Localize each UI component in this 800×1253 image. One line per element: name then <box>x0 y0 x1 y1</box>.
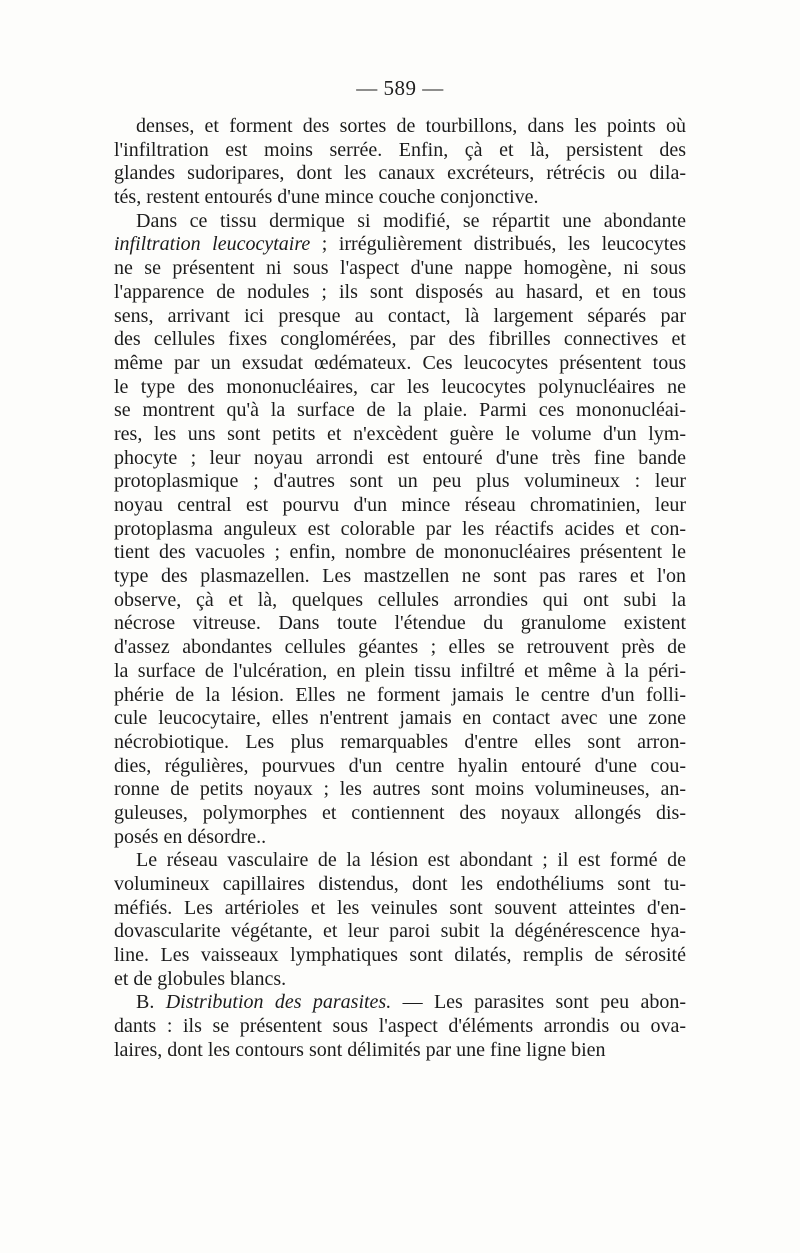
text-line <box>114 257 686 281</box>
text-line <box>114 944 686 968</box>
text-segment: d'assez abondantes cellules géantes ; elles se retrouvent près de <box>114 636 686 659</box>
text-segment: glandes sudoripares, dont les canaux excréteurs, rétrécis ou dila- <box>114 162 686 185</box>
text-line <box>114 470 686 494</box>
paragraph <box>114 849 686 991</box>
text-line <box>114 162 686 186</box>
text-line <box>114 139 686 163</box>
text-segment: ne se présentent ni sous l'aspect d'une nappe homogène, ni sous <box>114 257 686 280</box>
text-line <box>114 115 686 139</box>
paragraph <box>114 210 686 850</box>
text-line <box>114 328 686 352</box>
text-line <box>114 873 686 897</box>
text-line <box>114 849 686 873</box>
text-line <box>114 541 686 565</box>
text-line <box>114 376 686 400</box>
text-line <box>114 707 686 731</box>
text-line <box>114 968 686 992</box>
text-line <box>114 684 686 708</box>
text-segment: posés en désordre.. <box>114 825 267 848</box>
page-number: — 589 — <box>356 76 444 100</box>
text-segment: guleuses, polymorphes et contiennent des noyaux allongés dis- <box>114 801 686 824</box>
italic-text: infiltration leucocytaire <box>114 233 311 256</box>
text-line <box>114 518 686 542</box>
text-segment: l'apparence de nodules ; ils sont disposés au hasard, et en tous <box>114 280 686 303</box>
text-segment: ronne de petits noyaux ; les autres sont moins volumineuses, an- <box>114 778 686 801</box>
text-segment: noyau central est pourvu d'un mince réseau chromatinien, leur <box>114 494 686 516</box>
text-segment: nécrobiotique. Les plus remarquables d'entre elles sont arron- <box>114 730 686 753</box>
text-segment: phérie de la lésion. Elles ne forment jamais le centre d'un folli- <box>114 683 686 706</box>
paragraph <box>114 115 686 210</box>
text-line <box>114 755 686 779</box>
text-segment: observe, çà et là, quelques cellules arrondies qui ont subi la <box>114 588 686 611</box>
text-segment: se montrent qu'à la surface de la plaie. Parmi ces mononucléai- <box>114 399 686 422</box>
text-line <box>114 1015 686 1039</box>
text-segment: volumineux capillaires distendus, dont les endothéliums sont tu- <box>114 873 686 895</box>
text-segment: type des plasmazellen. Les mastzellen ne sont pas rares et l'on <box>114 565 686 588</box>
text-segment: méfiés. Les artérioles et les veinules sont souvent atteintes d'en- <box>114 896 686 919</box>
text-segment: line. Les vaisseaux lymphatiques sont dilatés, remplis de sérosité <box>114 944 686 967</box>
text-line <box>114 423 686 447</box>
text-segment: denses, et forment des sortes de tourbillons, dans les points où <box>136 115 686 137</box>
text-segment: et de globules blancs. <box>114 967 287 990</box>
text-line <box>114 802 686 826</box>
text-line <box>114 1039 686 1063</box>
text-segment: tient des vacuoles ; enfin, nombre de mononucléaires présentent le <box>114 541 686 564</box>
text-line <box>114 589 686 613</box>
text-line <box>114 186 686 210</box>
text-line <box>114 920 686 944</box>
text-segment: protoplasma anguleux est colorable par les réactifs acides et con- <box>114 517 686 540</box>
text-line <box>114 210 686 234</box>
text-line <box>114 991 686 1015</box>
text-line <box>114 826 686 850</box>
text-line <box>114 731 686 755</box>
paragraph <box>114 991 686 1062</box>
text-line <box>114 660 686 684</box>
text-segment: Le réseau vasculaire de la lésion est abondant ; il est formé de <box>136 849 686 872</box>
text-line <box>114 897 686 921</box>
text-segment: laires, dont les contours sont délimités par une fine ligne bien <box>114 1038 606 1061</box>
text-segment: ; irrégulièrement distribués, les leucocytes <box>310 233 686 256</box>
text-line <box>114 612 686 636</box>
text-segment: dants : ils se présentent sous l'aspect d'éléments arrondis ou ova- <box>114 1015 686 1038</box>
text-line <box>114 565 686 589</box>
text-segment: Dans ce tissu dermique si modifié, se répartit une abondante <box>136 209 686 232</box>
text-segment: dovascularite végétante, et leur paroi subit la dégénérescence hya- <box>114 920 686 943</box>
text-segment: sens, arrivant ici presque au contact, là largement séparés par <box>114 304 686 327</box>
italic-text: Distribution des parasites. <box>165 991 392 1014</box>
text-segment: res, les uns sont petits et n'excèdent guère le volume d'un lym- <box>114 422 686 445</box>
body-text <box>114 115 686 1063</box>
text-line <box>114 494 686 518</box>
text-segment: — Les parasites sont peu abon- <box>391 991 686 1014</box>
text-line <box>114 447 686 471</box>
text-line <box>114 233 686 257</box>
text-segment: même par un exsudat œdémateux. Ces leucocytes présentent tous <box>114 351 686 374</box>
text-segment: nécrose vitreuse. Dans toute l'étendue du granulome existent <box>114 612 686 635</box>
text-line <box>114 399 686 423</box>
text-segment: protoplasmique ; d'autres sont un peu plus volumineux : leur <box>114 470 686 493</box>
text-segment: la surface de l'ulcération, en plein tissu infiltré et même à la péri- <box>114 659 686 682</box>
text-line <box>114 778 686 802</box>
text-segment: le type des mononucléaires, car les leucocytes polynucléaires ne <box>114 375 686 398</box>
text-segment: B. <box>136 991 166 1014</box>
text-segment: cule leucocytaire, elles n'entrent jamais en contact avec une zone <box>114 707 686 730</box>
text-segment: des cellules fixes conglomérées, par des fibrilles connectives et <box>114 328 686 351</box>
text-segment: tés, restent entourés d'une mince couche conjonctive. <box>114 186 539 209</box>
text-line <box>114 281 686 305</box>
text-line <box>114 352 686 376</box>
text-segment: phocyte ; leur noyau arrondi est entouré d'une très fine bande <box>114 446 686 469</box>
text-segment: dies, régulières, pourvues d'un centre hyalin entouré d'une cou- <box>114 754 686 777</box>
text-line <box>114 305 686 329</box>
text-line <box>114 636 686 660</box>
text-segment: l'infiltration est moins serrée. Enfin, çà et là, persistent des <box>114 138 686 161</box>
